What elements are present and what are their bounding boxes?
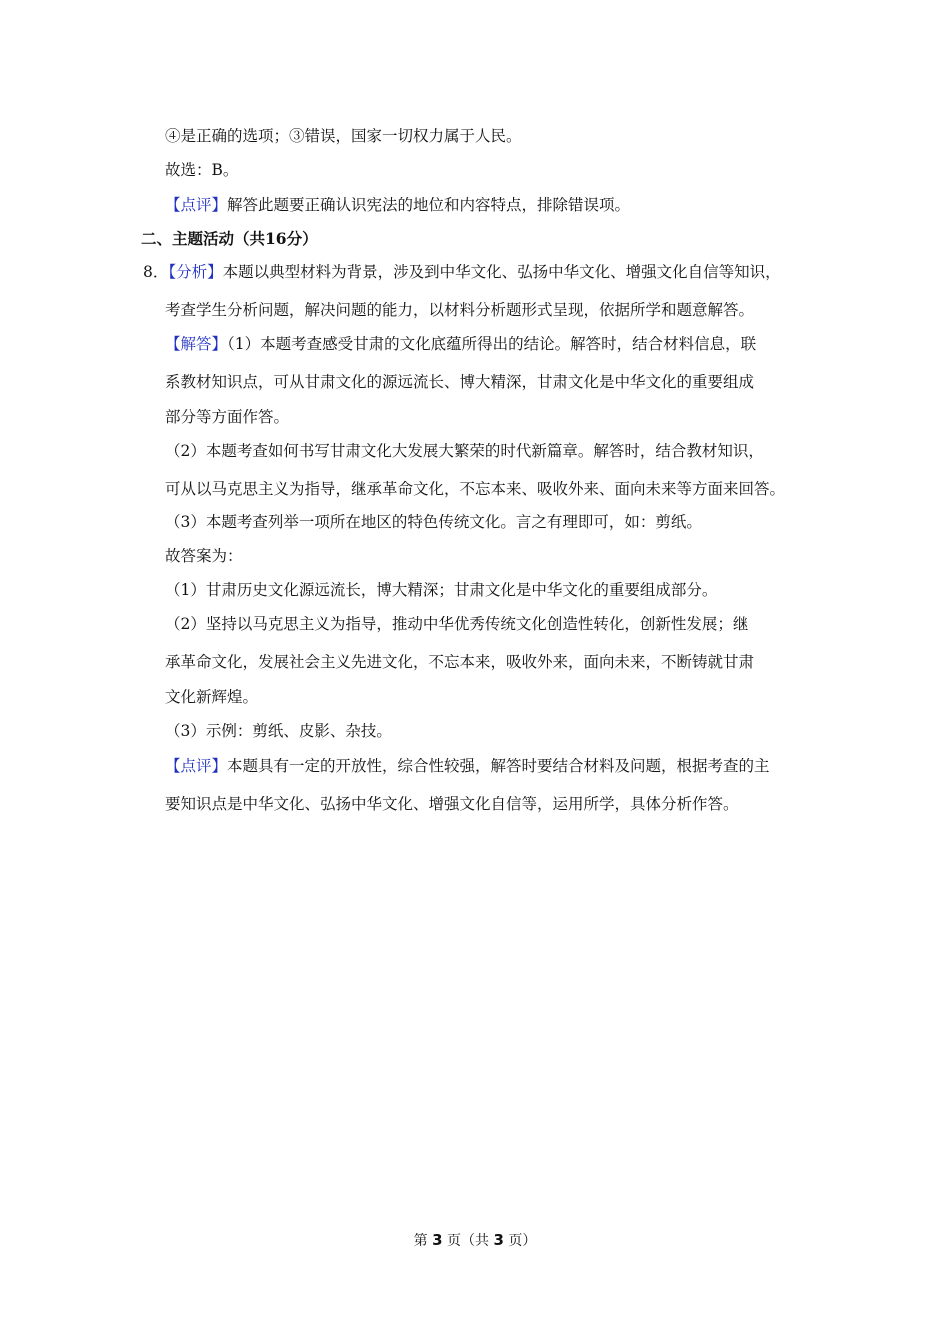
text-line: 故选：B。 (165, 161, 239, 179)
text-line: （2）坚持以马克思主义为指导，推动中华优秀传统文化创造性转化，创新性发展；继 (165, 615, 749, 633)
text-line: 系教材知识点，可从甘肃文化的源远流长、博大精深，甘肃文化是中华文化的重要组成 (165, 373, 755, 391)
answer-tag: 【解答】 (165, 335, 228, 353)
text-line: ④是正确的选项；③错误，国家一切权力属于人民。 (165, 127, 522, 145)
text-line: 承革命文化，发展社会主义先进文化，不忘本来，吸收外来，面向未来，不断铸就甘肃 (165, 653, 755, 671)
text-line: （2）本题考查如何书写甘肃文化大发展大繁荣的时代新篇章。解答时，结合教材知识， (165, 442, 764, 460)
comment-tag: 【点评】 (165, 196, 228, 214)
text-line: （1）甘肃历史文化源远流长，博大精深；甘肃文化是中华文化的重要组成部分。 (165, 581, 718, 599)
text-line: 可从以马克思主义为指导，继承革命文化，不忘本来、吸收外来、面向未来等方面来回答。 (165, 480, 786, 498)
question-line: 8．【分析】本题以典型材料为背景，涉及到中华文化、弘扬中华文化、增强文化自信等知识， (143, 263, 781, 281)
comment-tag: 【点评】 (165, 757, 228, 775)
section-heading: 二、主题活动（共16分） (141, 229, 318, 248)
text-line: （3）示例：剪纸、皮影、杂技。 (165, 722, 392, 740)
text-line: 【点评】解答此题要正确认识宪法的地位和内容特点，排除错误项。 (165, 196, 631, 214)
page-number: 3 (432, 1231, 443, 1249)
analysis-tag: 【分析】 (168, 263, 223, 281)
page-total: 3 (493, 1231, 504, 1249)
text-line: 考查学生分析问题，解决问题的能力，以材料分析题形式呈现，依据所学和题意解答。 (165, 301, 755, 319)
text-line: 【解答】（1）本题考查感受甘肃的文化底蕴所得出的结论。解答时，结合材料信息，联 (165, 335, 757, 353)
text-line: 【点评】本题具有一定的开放性，综合性较强，解答时要结合材料及问题，根据考查的主 (165, 757, 770, 775)
text-line: （3）本题考查列举一项所在地区的特色传统文化。言之有理即可，如：剪纸。 (165, 513, 702, 531)
question-number: 8． (143, 263, 169, 281)
text-line: 要知识点是中华文化、弘扬中华文化、增强文化自信等，运用所学，具体分析作答。 (165, 795, 739, 813)
text-line: 部分等方面作答。 (165, 408, 290, 426)
page-footer: 第 3 页（共 3 页） (413, 1231, 537, 1249)
text-line: 故答案为： (165, 547, 243, 565)
text-line: 文化新辉煌。 (165, 688, 259, 706)
